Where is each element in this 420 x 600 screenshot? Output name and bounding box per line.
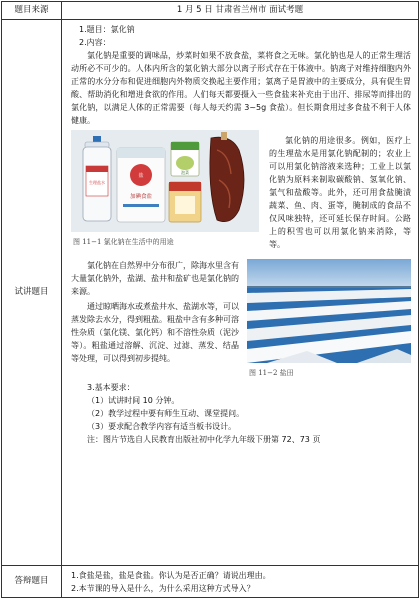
question-content <box>62 20 419 566</box>
answer-question-1: 1.食盐是盐，盐是食盐。你认为是否正确？请说出理由。 <box>71 571 271 580</box>
svg-text:盐: 盐 <box>138 173 144 179</box>
requirement-3: （3）要求配合教学内容有适当板书设计。 <box>87 422 237 431</box>
sodium-chloride-products-photo <box>71 130 259 232</box>
products-illustration <box>71 130 259 232</box>
topic-line: 1.题目：氯化钠 <box>79 25 135 34</box>
paragraph-4: 通过晾晒海水或煮盐井水、盐湖水等，可以蒸发除去水分，得到粗盐。粗盐中含有多种可溶性杂质（氯化镁、氯化钙）和不溶性杂质（泥沙等）。粗盐通过溶解、沉淀、过滤、蒸发、结晶等处理，可以得到初步提纯。 <box>71 302 239 363</box>
figure-2-caption: 图 11−2 盐田 <box>249 369 294 377</box>
figure-1-block <box>71 130 411 251</box>
interview-sheet <box>1 1 419 598</box>
source-note: 注：图片节选自人民教育出版社初中化学九年级下册第 72、73 页 <box>87 435 321 444</box>
answer-content <box>62 566 419 598</box>
salt-field-photo <box>247 259 411 363</box>
svg-text:生理盐水: 生理盐水 <box>89 180 105 185</box>
answer-question-2: 2.本节课的导入是什么，为什么采用这种方式导入？ <box>71 584 255 593</box>
figure-2-block <box>71 259 411 380</box>
requirement-2: （2）教学过程中要有师生互动、课堂提问。 <box>87 409 245 418</box>
paragraph-1: 氯化钠是重要的调味品，炒菜时如果不放食盐，菜将食之无味。氯化钠也是人的正常生理活动所必不可少的。人体内所含的氯化钠大部分以离子形式存在于体液中。钠离子对维持细胞内外正常的水分分布和促进细胞内外物质交换起主要作用；氯离子是胃液中的主要成分，具有促生胃酸、帮助消化和增进食欲的作用。人们每天都要摄入一些食盐来补充由于出汗、排尿等而排出的氯化钠，以满足人体的正常需要（每人每天约需 3~5g 食盐）。但长期食用过多食盐不利于人体健康。 <box>71 51 411 125</box>
source-value: 1 月 5 日 甘肃省兰州市 面试考题 <box>62 2 419 20</box>
requirement-1: （1）试讲时间 10 分钟。 <box>87 396 180 405</box>
source-label: 题目来源 <box>2 2 62 20</box>
figure-2 <box>247 259 411 380</box>
answer-label: 答辩题目 <box>2 566 62 598</box>
svg-text:加碘食盐: 加碘食盐 <box>129 194 153 200</box>
paragraph-3: 氯化钠在自然界中分布很广，除海水里含有大量氯化钠外，盐湖、盐井和盐矿也是氯化钠的来源。 <box>71 261 239 296</box>
figure-2-text <box>71 259 247 380</box>
question-label: 试讲题目 <box>2 20 62 566</box>
requirements-heading: 3.基本要求： <box>87 383 135 392</box>
content-heading: 2.内容： <box>79 38 111 47</box>
salt-field-illustration <box>247 259 411 363</box>
paragraph-2: 氯化钠的用途很多。例如，医疗上的生理盐水是用氯化钠配制的；农业上可以用氯化钠溶液来选种；工业上以氯化钠为原料来制取碳酸钠、氢氧化钠、氯气和盐酸等。此外，还可用食盐腌渍蔬菜、鱼、肉、蛋等，腌制成的食品不仅风味独特，还可延长保存时间。公路上的积雪也可以用氯化钠来消除，等等。 <box>269 136 411 249</box>
figure-1 <box>71 130 259 251</box>
figure-1-caption: 图 11−1 氯化钠在生活中的用途 <box>73 238 174 246</box>
svg-text:泡菜: 泡菜 <box>181 170 189 175</box>
